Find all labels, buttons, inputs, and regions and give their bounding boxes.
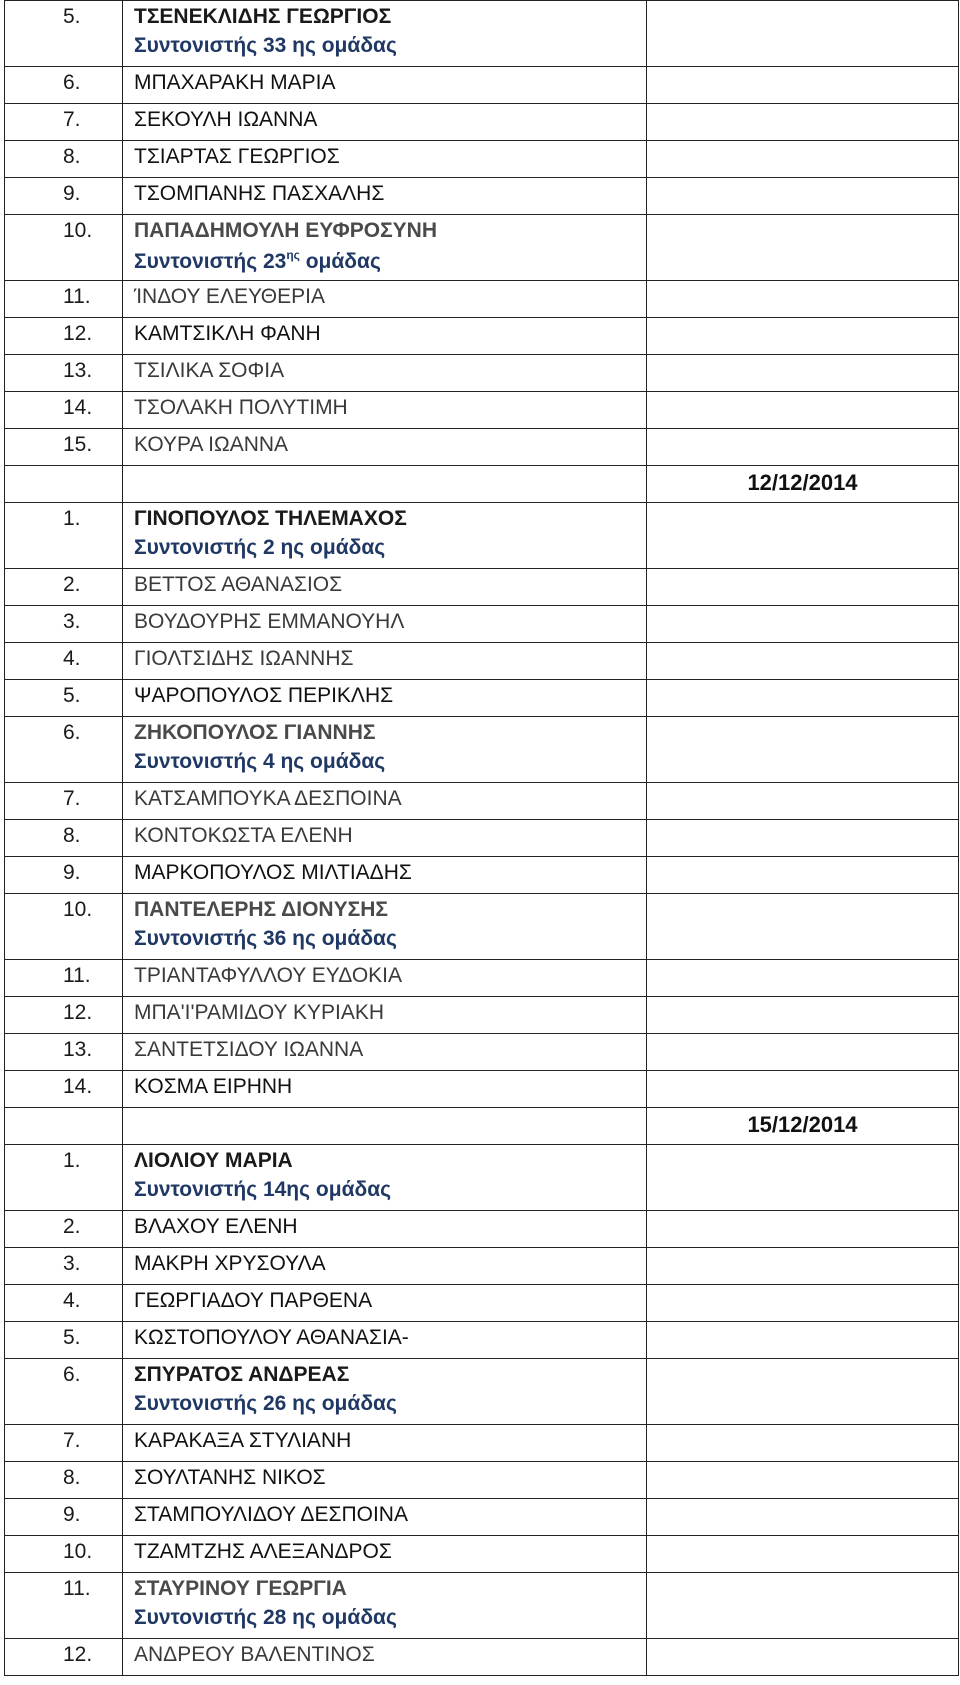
number-cell [5, 1573, 123, 1639]
table-row [5, 429, 959, 466]
date-cell [647, 318, 959, 355]
coordinator-text: Συντονιστής 2 ης ομάδας [134, 536, 386, 559]
member-name: ΜΑΚΡΗ ΧΡΥΣΟΥΛΑ [134, 1252, 326, 1275]
date-cell [647, 1462, 959, 1499]
table-row [5, 1639, 959, 1676]
member-name: ΣΠΥΡΑΤΟΣ ΑΝΔΡΕΑΣ [134, 1363, 350, 1386]
coordinator-label [123, 243, 646, 274]
number-cell [5, 1, 123, 67]
coordinator-label [123, 745, 646, 774]
table-row [5, 717, 959, 783]
table-row [5, 894, 959, 960]
table-row [5, 1211, 959, 1248]
schedule-rows [5, 1, 959, 1676]
date-cell [647, 466, 959, 503]
number-cell [5, 1211, 123, 1248]
member-name: ΤΣΙΛΙΚΑ ΣΟΦΙΑ [134, 359, 285, 382]
row-number: 7. [63, 1429, 81, 1452]
member-name: ΤΣΟΜΠΑΝΗΣ ΠΑΣΧΑΛΗΣ [134, 182, 385, 205]
row-number: 11. [63, 1577, 91, 1600]
coordinator-label [123, 1173, 646, 1202]
number-cell [5, 680, 123, 717]
date-cell [647, 960, 959, 997]
member-name: ΚΟΣΜΑ ΕΙΡΗΝΗ [134, 1075, 293, 1098]
number-cell [5, 1285, 123, 1322]
date-cell [647, 1425, 959, 1462]
date-cell [647, 215, 959, 281]
name-cell [123, 318, 647, 355]
name-cell [123, 1322, 647, 1359]
number-cell [5, 503, 123, 569]
name-cell [123, 1248, 647, 1285]
name-cell [123, 1108, 647, 1145]
row-number: 8. [63, 1466, 81, 1489]
number-cell [5, 1359, 123, 1425]
table-row [5, 392, 959, 429]
table-row [5, 1248, 959, 1285]
table-row [5, 1359, 959, 1425]
number-cell [5, 717, 123, 783]
date-cell [647, 1034, 959, 1071]
row-number: 14. [63, 396, 93, 419]
coordinator-text: Συντονιστής 23 [134, 250, 287, 273]
row-number: 7. [63, 108, 81, 131]
table-row [5, 215, 959, 281]
member-name: ΨΑΡΟΠΟΥΛΟΣ ΠΕΡΙΚΛΗΣ [134, 684, 394, 707]
number-cell [5, 1322, 123, 1359]
table-row [5, 960, 959, 997]
number-cell [5, 466, 123, 503]
member-name: ΣΕΚΟΥΛΗ ΙΩΑΝΝΑ [134, 108, 318, 131]
row-number: 5. [63, 5, 81, 28]
name-cell [123, 1573, 647, 1639]
name-cell [123, 1145, 647, 1211]
table-row [5, 606, 959, 643]
member-name: ΠΑΝΤΕΛΕΡΗΣ ΔΙΟΝΥΣΗΣ [134, 898, 388, 921]
name-cell [123, 355, 647, 392]
number-cell [5, 606, 123, 643]
name-cell [123, 1639, 647, 1676]
coordinator-text: Συντονιστής 28 ης ομάδας [134, 1606, 397, 1629]
schedule-table [4, 0, 959, 1676]
table-row [5, 1573, 959, 1639]
row-number: 5. [63, 684, 81, 707]
name-cell [123, 67, 647, 104]
member-name: ΒΛΑΧΟΥ ΕΛΕΝΗ [134, 1215, 298, 1238]
date-cell [647, 503, 959, 569]
table-row [5, 1536, 959, 1573]
date-row [5, 1108, 959, 1145]
table-row [5, 141, 959, 178]
name-cell [123, 680, 647, 717]
member-name: ΒΕΤΤΟΣ ΑΘΑΝΑΣΙΟΣ [134, 573, 343, 596]
member-name: ΜΠΑ'Ι'ΡΑΜΙΔΟΥ ΚΥΡΙΑΚΗ [134, 1001, 385, 1024]
member-name: ΚΟΝΤΟΚΩΣΤΑ ΕΛΕΝΗ [134, 824, 353, 847]
name-cell [123, 1462, 647, 1499]
member-name: ΑΝΔΡΕΟΥ ΒΑΛΕΝΤΙΝΟΣ [134, 1643, 375, 1666]
number-cell [5, 894, 123, 960]
table-row [5, 1425, 959, 1462]
row-number: 9. [63, 1503, 81, 1526]
row-number: 8. [63, 145, 81, 168]
date-cell [647, 67, 959, 104]
date-cell [647, 1, 959, 67]
member-name: ΣΟΥΛΤΑΝΗΣ ΝΙΚΟΣ [134, 1466, 326, 1489]
number-cell [5, 318, 123, 355]
coordinator-label [123, 29, 646, 58]
date-cell [647, 1536, 959, 1573]
name-cell [123, 894, 647, 960]
number-cell [5, 1108, 123, 1145]
member-name: ΓΙΝΟΠΟΥΛΟΣ ΤΗΛΕΜΑΧΟΣ [134, 507, 407, 530]
coordinator-text: Συντονιστής 26 ης ομάδας [134, 1392, 397, 1415]
date-cell [647, 178, 959, 215]
number-cell [5, 215, 123, 281]
number-cell [5, 1071, 123, 1108]
number-cell [5, 355, 123, 392]
number-cell [5, 1034, 123, 1071]
number-cell [5, 1536, 123, 1573]
table-row [5, 503, 959, 569]
name-cell [123, 178, 647, 215]
name-cell [123, 215, 647, 281]
name-cell [123, 997, 647, 1034]
row-number: 2. [63, 573, 81, 596]
row-number: 6. [63, 721, 81, 744]
table-row [5, 281, 959, 318]
number-cell [5, 569, 123, 606]
number-cell [5, 783, 123, 820]
name-cell [123, 783, 647, 820]
date-cell [647, 429, 959, 466]
row-number: 15. [63, 433, 93, 456]
number-cell [5, 281, 123, 318]
member-name: ΚΑΡΑΚΑΞΑ ΣΤΥΛΙΑΝΗ [134, 1429, 352, 1452]
name-cell [123, 1499, 647, 1536]
table-row [5, 1462, 959, 1499]
row-number: 9. [63, 182, 81, 205]
coordinator-label [123, 1601, 646, 1630]
row-number: 4. [63, 647, 81, 670]
number-cell [5, 67, 123, 104]
date-cell [647, 141, 959, 178]
coordinator-suffix: ης [286, 248, 300, 262]
row-number: 7. [63, 787, 81, 810]
coordinator-text: Συντονιστής 36 ης ομάδας [134, 927, 397, 950]
date-cell [647, 1211, 959, 1248]
date-row [5, 466, 959, 503]
member-name: ΛΙΟΛΙΟΥ ΜΑΡΙΑ [134, 1149, 293, 1172]
name-cell [123, 643, 647, 680]
date-cell [647, 783, 959, 820]
number-cell [5, 643, 123, 680]
date-cell [647, 569, 959, 606]
member-name: ΚΑΤΣΑΜΠΟΥΚΑ ΔΕΣΠΟΙΝΑ [134, 787, 402, 810]
row-number: 12. [63, 322, 93, 345]
name-cell [123, 606, 647, 643]
name-cell [123, 857, 647, 894]
member-name: ΤΣΕΝΕΚΛΙΔΗΣ ΓΕΩΡΓΙΟΣ [134, 5, 392, 28]
date-cell [647, 1322, 959, 1359]
number-cell [5, 960, 123, 997]
coordinator-tail: ομάδας [299, 250, 381, 273]
row-number: 13. [63, 359, 93, 382]
row-number: 10. [63, 898, 93, 921]
date-cell [647, 1499, 959, 1536]
coordinator-text: Συντονιστής 14ης ομάδας [134, 1178, 392, 1201]
name-cell [123, 503, 647, 569]
row-number: 6. [63, 1363, 81, 1386]
coordinator-label [123, 1387, 646, 1416]
name-cell [123, 1425, 647, 1462]
date-cell [647, 717, 959, 783]
row-number: 10. [63, 1540, 93, 1563]
member-name: ΤΡΙΑΝΤΑΦΥΛΛΟΥ ΕΥΔΟΚΙΑ [134, 964, 402, 987]
date-cell [647, 997, 959, 1034]
table-row [5, 178, 959, 215]
name-cell [123, 429, 647, 466]
date-cell [647, 1639, 959, 1676]
name-cell [123, 1359, 647, 1425]
row-number: 12. [63, 1001, 93, 1024]
date-cell [647, 1359, 959, 1425]
row-number: 8. [63, 824, 81, 847]
date-cell [647, 643, 959, 680]
session-date: 15/12/2014 [747, 1112, 858, 1137]
name-cell [123, 466, 647, 503]
member-name: ΣΑΝΤΕΤΣΙΔΟΥ ΙΩΑΝΝΑ [134, 1038, 364, 1061]
member-name: ΊΝΔΟΥ ΕΛΕΥΘΕΡΙΑ [134, 285, 325, 308]
table-row [5, 1071, 959, 1108]
name-cell [123, 1285, 647, 1322]
table-row [5, 67, 959, 104]
member-name: ΚΑΜΤΣΙΚΛΗ ΦΑΝΗ [134, 322, 321, 345]
name-cell [123, 141, 647, 178]
table-row [5, 783, 959, 820]
row-number: 10. [63, 219, 93, 242]
member-name: ΖΗΚΟΠΟΥΛΟΣ ΓΙΑΝΝΗΣ [134, 721, 376, 744]
name-cell [123, 820, 647, 857]
date-cell [647, 355, 959, 392]
number-cell [5, 392, 123, 429]
member-name: ΣΤΑΜΠΟΥΛΙΔΟΥ ΔΕΣΠΟΙΝΑ [134, 1503, 408, 1526]
table-row [5, 1285, 959, 1322]
date-cell [647, 281, 959, 318]
number-cell [5, 820, 123, 857]
date-cell [647, 606, 959, 643]
table-row [5, 1034, 959, 1071]
date-cell [647, 820, 959, 857]
number-cell [5, 141, 123, 178]
date-cell [647, 392, 959, 429]
session-date: 12/12/2014 [747, 470, 858, 495]
date-cell [647, 894, 959, 960]
member-name: ΠΑΠΑΔΗΜΟΥΛΗ ΕΥΦΡΟΣΥΝΗ [134, 219, 438, 242]
number-cell [5, 1499, 123, 1536]
number-cell [5, 1145, 123, 1211]
row-number: 11. [63, 964, 91, 987]
member-name: ΜΑΡΚΟΠΟΥΛΟΣ ΜΙΛΤΙΑΔΗΣ [134, 861, 412, 884]
name-cell [123, 1034, 647, 1071]
name-cell [123, 569, 647, 606]
row-number: 12. [63, 1643, 93, 1666]
date-cell [647, 1108, 959, 1145]
member-name: ΤΣΙΑΡΤΑΣ ΓΕΩΡΓΙΟΣ [134, 145, 340, 168]
row-number: 14. [63, 1075, 93, 1098]
name-cell [123, 1071, 647, 1108]
table-row [5, 857, 959, 894]
member-name: ΚΩΣΤΟΠΟΥΛΟΥ ΑΘΑΝΑΣΙΑ- [134, 1326, 409, 1349]
row-number: 1. [63, 507, 81, 530]
table-row [5, 1, 959, 67]
member-name: ΓΙΟΛΤΣΙΔΗΣ ΙΩΑΝΝΗΣ [134, 647, 354, 670]
number-cell [5, 1462, 123, 1499]
name-cell [123, 1, 647, 67]
coordinator-label [123, 531, 646, 560]
number-cell [5, 1425, 123, 1462]
member-name: ΓΕΩΡΓΙΑΔΟΥ ΠΑΡΘΕΝΑ [134, 1289, 373, 1312]
number-cell [5, 178, 123, 215]
coordinator-text: Συντονιστής 33 ης ομάδας [134, 34, 397, 57]
row-number: 3. [63, 1252, 81, 1275]
name-cell [123, 960, 647, 997]
table-row [5, 643, 959, 680]
table-row [5, 1499, 959, 1536]
number-cell [5, 1639, 123, 1676]
table-row [5, 997, 959, 1034]
row-number: 9. [63, 861, 81, 884]
row-number: 2. [63, 1215, 81, 1238]
date-cell [647, 104, 959, 141]
name-cell [123, 281, 647, 318]
row-number: 3. [63, 610, 81, 633]
date-cell [647, 1285, 959, 1322]
row-number: 4. [63, 1289, 81, 1312]
table-row [5, 1145, 959, 1211]
name-cell [123, 392, 647, 429]
name-cell [123, 717, 647, 783]
number-cell [5, 1248, 123, 1285]
table-row [5, 355, 959, 392]
row-number: 1. [63, 1149, 81, 1172]
row-number: 11. [63, 285, 91, 308]
row-number: 5. [63, 1326, 81, 1349]
row-number: 6. [63, 71, 81, 94]
table-row [5, 820, 959, 857]
member-name: ΤΖΑΜΤΖΗΣ ΑΛΕΞΑΝΔΡΟΣ [134, 1540, 392, 1563]
member-name: ΜΠΑΧΑΡΑΚΗ ΜΑΡΙΑ [134, 71, 336, 94]
table-row [5, 1322, 959, 1359]
table-row [5, 318, 959, 355]
name-cell [123, 104, 647, 141]
number-cell [5, 857, 123, 894]
name-cell [123, 1536, 647, 1573]
date-cell [647, 1573, 959, 1639]
coordinator-label [123, 922, 646, 951]
number-cell [5, 104, 123, 141]
date-cell [647, 857, 959, 894]
member-name: ΤΣΟΛΑΚΗ ΠΟΛΥΤΙΜΗ [134, 396, 348, 419]
name-cell [123, 1211, 647, 1248]
table-row [5, 680, 959, 717]
member-name: ΚΟΥΡΑ ΙΩΑΝΝΑ [134, 433, 289, 456]
date-cell [647, 1071, 959, 1108]
number-cell [5, 997, 123, 1034]
table-row [5, 104, 959, 141]
table-row [5, 569, 959, 606]
date-cell [647, 1145, 959, 1211]
number-cell [5, 429, 123, 466]
date-cell [647, 680, 959, 717]
member-name: ΣΤΑΥΡΙΝΟΥ ΓΕΩΡΓΙΑ [134, 1577, 347, 1600]
row-number: 13. [63, 1038, 93, 1061]
member-name: ΒΟΥΔΟΥΡΗΣ ΕΜΜΑΝΟΥΗΛ [134, 610, 405, 633]
date-cell [647, 1248, 959, 1285]
coordinator-text: Συντονιστής 4 ης ομάδας [134, 750, 386, 773]
